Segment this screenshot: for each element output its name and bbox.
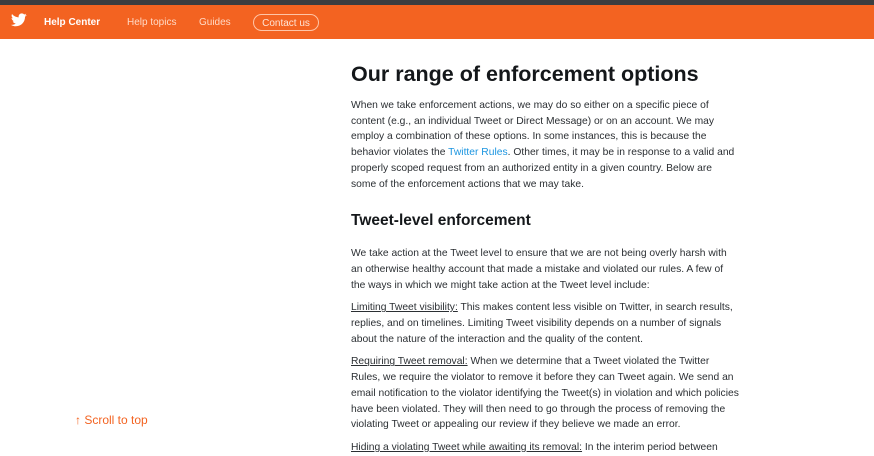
intro-text-end: . Other times, it may be in response to a valid and properly scoped request from an authorized entity in a given country. Below are some of the enforcement actions that we may take. <box>351 147 735 190</box>
top-navigation-bar <box>0 5 874 39</box>
twitter-bird-icon[interactable] <box>11 13 27 27</box>
page-title: Our range of enforcement options <box>351 62 699 86</box>
requiring-removal-term: Requiring Tweet removal: <box>351 356 468 368</box>
hiding-tweet-term: Hiding a violating Tweet while awaiting its removal: <box>351 441 583 453</box>
requiring-removal-text: When we determine that a Tweet violated the Twitter Rules, we require the violator to remove it before they can Tweet again. We send an email notification to the violator identifying the Tweet(s) in violation and which policies have been violated. They will then need to go through the process of removing the violating Tweet or appealing our review if they believe we made an error. <box>351 356 739 431</box>
tweet-level-heading: Tweet-level enforcement <box>351 212 531 230</box>
requiring-removal-paragraph <box>351 354 739 433</box>
intro-paragraph <box>351 98 739 192</box>
limiting-visibility-paragraph <box>351 300 739 347</box>
intro-text-start: When we take enforcement actions, we may do so either on a specific piece of content (e.g., an individual Tweet or Direct Message) or on an account. We may employ a combination of these options. In some instances, this is because the behavior violates the <box>351 100 715 159</box>
guides-link[interactable]: Guides <box>199 17 231 28</box>
hiding-tweet-paragraph <box>351 440 739 456</box>
help-topics-link[interactable]: Help topics <box>127 17 177 28</box>
limiting-visibility-term: Limiting Tweet visibility: <box>351 302 458 314</box>
limiting-visibility-text: This makes content less visible on Twitter, in search results, replies, and on timelines. Limiting Tweet visibility depends on a number of signals about the nature of the interaction and the quality of the content. <box>351 302 733 345</box>
help-center-link[interactable]: Help Center <box>44 17 101 28</box>
article-content <box>351 62 739 456</box>
hiding-tweet-text: In the interim period between <box>582 441 718 453</box>
scroll-to-top-link[interactable]: ↑ Scroll to top <box>75 413 148 427</box>
contact-us-button[interactable]: Contact us <box>253 14 319 31</box>
tweet-level-intro: We take action at the Tweet level to ensure that we are not being overly harsh with an otherwise healthy account that made a mistake and violated our rules. A few of the ways in which we might take action at the Tweet level include: <box>351 248 727 291</box>
twitter-rules-link[interactable]: Twitter Rules <box>448 147 508 159</box>
